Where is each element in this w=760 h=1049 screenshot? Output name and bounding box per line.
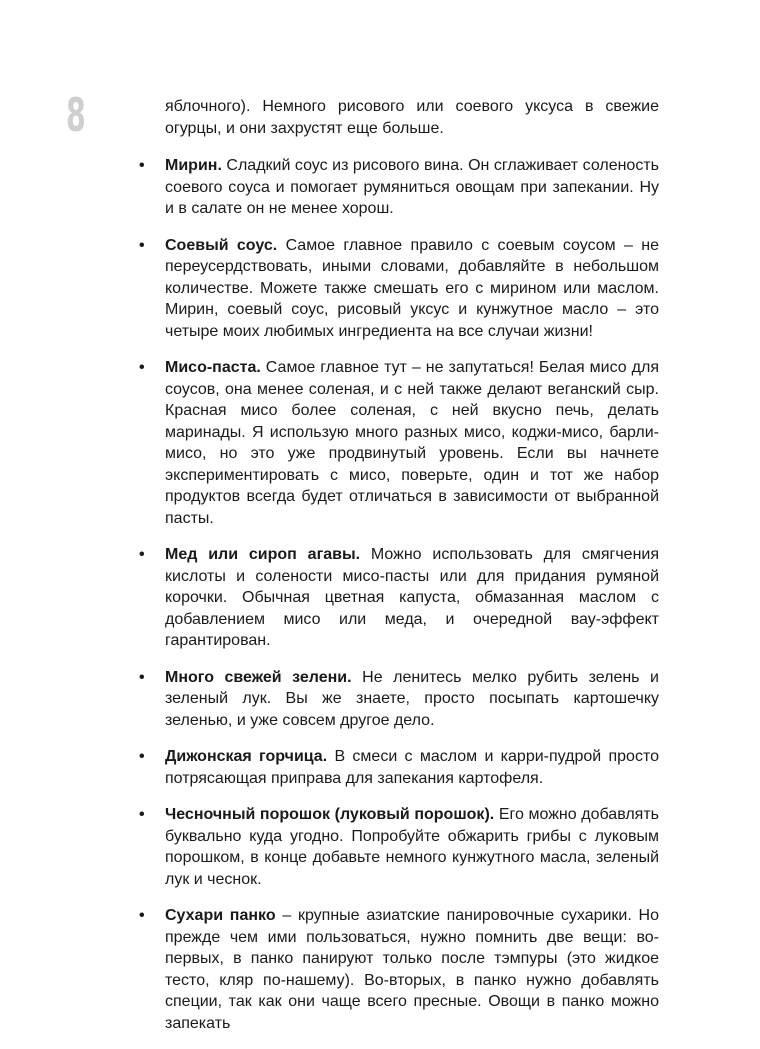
intro-paragraph: яблочного). Немного рисового или соевого уксуса в свежие огурцы, и они захрустят еще больше. (165, 98, 659, 137)
item-term: Чесночный порошок (луковый порошок). (165, 806, 495, 823)
item-term: Мисо-паста. (165, 359, 261, 376)
list-item-garlic-powder (139, 804, 659, 890)
bullet-icon: • (139, 806, 145, 823)
page-number: 8 (66, 88, 86, 142)
list-item-fresh-greens (139, 667, 659, 732)
item-text: Можно использовать для смягчения кислоты и солености мисо-пасты или для придания румяной корочки. Обычная цветная капуста, обмазанная маслом с добавлением мисо или меда, и очередной вау-эффект гарантирован. (165, 546, 659, 649)
item-text: В смеси с маслом и карри-пудрой просто потрясающая приправа для запекания картофеля. (165, 748, 659, 787)
item-term: Дижонская горчица. (165, 748, 328, 765)
item-text: Самое главное правило с соевым соусом – не переусердствовать, иными словами, добавляйте в небольшом количестве. Можете также смешать его с мирином или маслом. Мирин, соевый соус, рисовый уксус и кунжутное масло – это четыре моих любимых ингредиента на все случаи жизни! (165, 236, 660, 340)
bullet-icon: • (139, 546, 145, 563)
list-item-panko (139, 905, 660, 1034)
item-text: Не ленитесь мелко рубить зелень и зеленый лук. Вы же знаете, просто посыпать картошечку зеленью, и уже совсем другое дело. (165, 668, 659, 729)
item-text: Самое главное тут – не запутаться! Белая мисо для соусов, она менее соленая, и с ней также делают веганский сыр. Красная мисо более соленая, с ней вкусно печь, делать маринады. Я использую много разных мисо, коджи-мисо, барли-мисо, но это уже продвинутый уровень. Если вы начнете экспериментировать с мисо, поверьте, один и тот же набор продуктов всегда будет отличаться в зависимости от выбранной пасты. (165, 359, 659, 527)
ingredient-list (139, 155, 660, 1034)
item-text: – крупные азиатские панировочные сухарики. Но прежде чем ими пользоваться, нужно помнить две вещи: во-первых, в панко панируют только после тэмпуры (это жидкое тесто, кляр по-нашему). Во-вторых, в панко нужно добавлять специи, так как они чаще всего пресные. Овощи в панко можно запекать (165, 907, 660, 1032)
bullet-icon: • (139, 359, 145, 376)
item-term: Сухари панко (165, 907, 276, 924)
bullet-icon: • (139, 157, 145, 174)
bullet-icon: • (139, 668, 145, 686)
list-item-dijon-mustard (139, 746, 659, 789)
list-item-miso-paste (139, 357, 659, 529)
page-content (139, 96, 660, 1049)
bullet-icon: • (139, 907, 145, 924)
list-item-soy-sauce (139, 235, 660, 343)
item-term: Много свежей зелени. (165, 668, 352, 686)
item-text: Его можно добавлять буквально куда угодно. Попробуйте обжарить грибы с луковым порошком, в конце добавьте немного кунжутного масла, зеленый лук и чеснок. (165, 806, 659, 888)
bullet-icon: • (139, 748, 145, 765)
bullet-icon: • (139, 236, 145, 254)
list-item-honey-agave (139, 544, 659, 652)
list-item-mirin (139, 155, 659, 220)
item-term: Мирин. (165, 157, 222, 174)
item-text: Сладкий соус из рисового вина. Он сглаживает соленость соевого соуса и помогает румяниться овощам при запекании. Ну и в салате он не менее хорош. (165, 157, 659, 217)
item-term: Соевый соус. (165, 236, 278, 254)
item-term: Мед или сироп агавы. (165, 546, 361, 563)
